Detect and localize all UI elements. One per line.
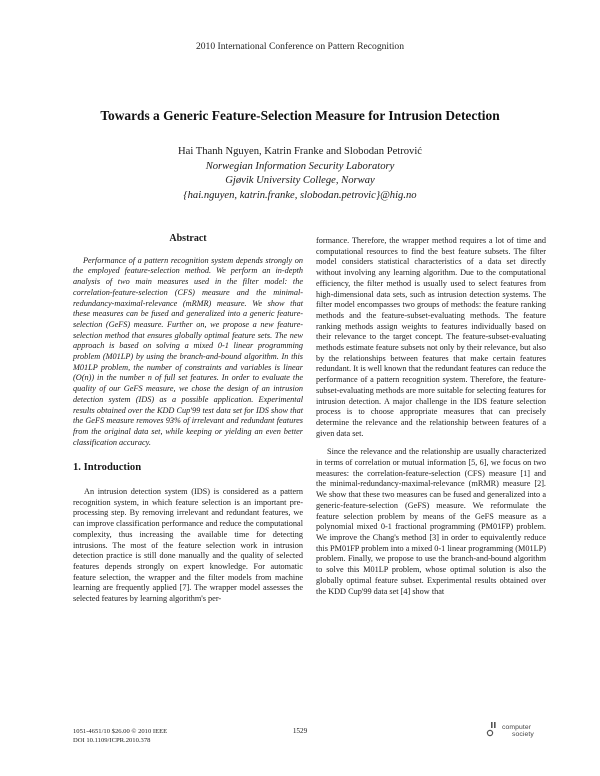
logo-word-society: society [512,731,534,739]
logo-word-computer: computer [502,724,532,731]
ieee-computer-society-logo-icon [486,721,536,743]
paper-title: Towards a Generic Feature-Selection Measure for Intrusion Detection [100,108,500,123]
intro-paragraph-continued: formance. Therefore, the wrapper method requires a lot of time and computational resources to find the best feature subsets. The filter model considers statistical characteristics of a data set directly without involving any learning algorithm. Due to the computational efficiency, the filter method is usually used to select features from high-dimensional data sets, such as intrusion detection systems. The filter model encompasses two groups of methods: the feature ranking methods and the feature-subset-evaluating methods. The feature ranking methods assign weights to features individually based on their relevance to the target concept. The feature-subset-evaluating methods estimate feature subsets not only by their relevance, but also by the relationships between features that make certain features redundant. It is well known that the redundant features can reduce the performance of a pattern recognition system. Therefore, the feature-subset-evaluating methods are more suitable for selecting features for intrusion detection. A major challenge in the IDS feature selection process is to choose appropriate measures that can precisely determine the relevance and the relationship between features of a given data set. [316,236,546,438]
right-column [316,236,546,597]
footer-doi: DOI 10.1109/ICPR.2010.378 [73,737,151,744]
logo-wordmark [502,724,534,739]
abstract-text: Performance of a pattern recognition system depends strongly on the employed feature-selection method. We perform an in-depth analysis of two main measures used in the filter model: the correlation-feature-selection (CFS) measure and the minimal-redundancy-maximal-relevance (mRMR) measure. We show that these measures can be fused and generalized into a generic feature-selection (GeFS) measure. Further on, we propose a new feature-selection method that ensures globally optimal feature sets. The new approach is based on solving a mixed 0-1 linear programming problem (M01LP) by using the branch-and-bound algorithm. In this M01LP problem, the number of constraints and variables is linear (O(n)) in the number n of full set features. In order to evaluate the quality of our GeFS measure, we chose the design of an intrusion detection system (IDS) as a possible application. Experimental results obtained over the KDD Cup'99 test data set for IDS show that the GeFS measure removes 93% of irrelevant and redundant features from the original data set, while keeping or yielding an even better classification accuracy. [73,255,303,447]
page-number: 1529 [292,727,308,735]
conference-header: 2010 International Conference on Pattern Recognition [195,41,405,52]
author-block [0,145,600,203]
left-column [73,234,303,605]
logo-mark-icon [486,721,502,739]
author-emails: {hai.nguyen, katrin.franke, slobodan.petrovic}@hig.no [183,189,417,201]
abstract-heading: Abstract [169,233,207,244]
intro-paragraph-1: An intrusion detection system (IDS) is considered as a pattern recognition system, in which feature selection is an important pre-processing step. By removing irrelevant and redundant features, we can improve classification performance and reduce the computational complexity, thus increasing the available time for detecting intrusions. The most of the feature selection work in intrusion detection practice is still done manually and the quality of selected features depends strongly on expert knowledge. For automatic feature selection, the wrapper and the filter models from machine learning are frequently applied [7]. The wrapper model assesses the selected features by learning algorithm's per- [73,487,303,604]
affiliation-university: Gjøvik University College, Norway [225,175,375,187]
author-names: Hai Thanh Nguyen, Katrin Franke and Slobodan Petrović [178,146,422,157]
introduction-heading: 1. Introduction [73,462,142,474]
intro-paragraph-2: Since the relevance and the relationship are usually characterized in terms of correlation or mutual information [5, 6], we focus on two measures: the correlation-feature-selection (CFS) measure [1] and the minimal-redundancy-maximal-relevance (mRMR) measure [2]. We show that these two measures can be fused and generalized into a generic-feature-selection (GeFS) measure. We reformulate the feature selection problem by means of the GeFS measure as a polynomial mixed 0-1 fractional programming (PM01FP) problem. We improve the Chang's method [3] in order to equivalently reduce this PM01FP problem into a mixed 0-1 linear programming (M01LP) problem. Finally, we propose to use the branch-and-bound algorithm to solve this M01LP problem, whose optimal solution is also the globally optimal feature subset. Experimental results obtained over the KDD Cup'99 data set [4] show that [316,447,546,596]
footer-issn: 1051-4651/10 $26.00 © 2010 IEEE [73,728,168,735]
affiliation-lab: Norwegian Information Security Laboratory [205,160,395,172]
